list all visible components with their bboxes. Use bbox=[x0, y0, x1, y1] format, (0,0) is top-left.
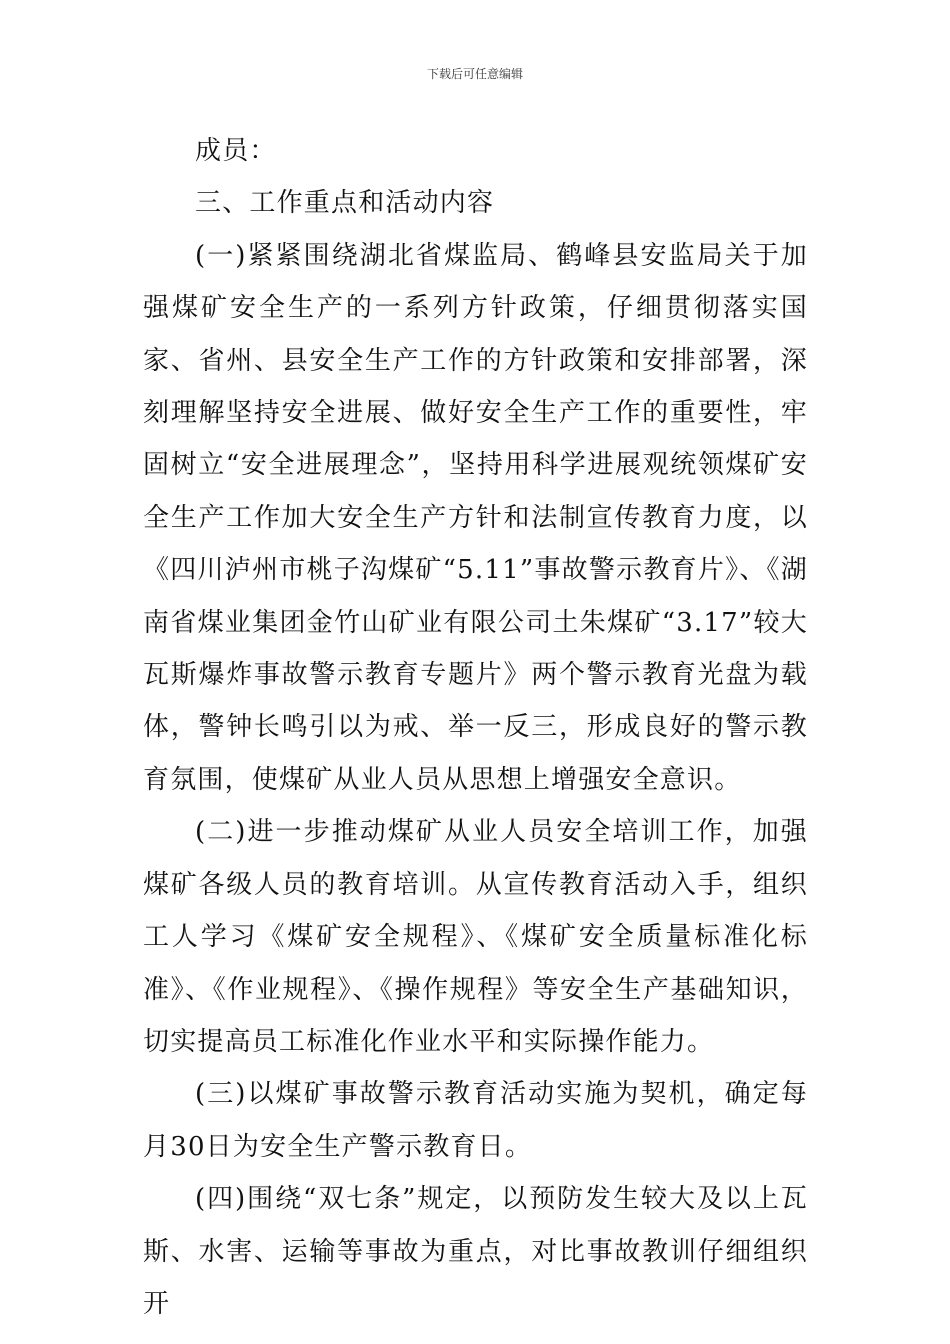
paragraph-item-2: (二)进一步推动煤矿从业人员安全培训工作，加强煤矿各级人员的教育培训。从宣传教育活动入手，组织工人学习《煤矿安全规程》、《煤矿安全质量标准化标准》、《作业规程》、《操作规程》等安全生产基础知识，切实提高员工标准化作业水平和实际操作能力。 bbox=[143, 817, 808, 1057]
paragraph-item-3: (三)以煤矿事故警示教育活动实施为契机，确定每月30日为安全生产警示教育日。 bbox=[143, 1079, 808, 1162]
paragraph-item-4: (四)围绕“双七条”规定，以预防发生较大及以上瓦斯、水害、运输等事故为重点，对比事故教训仔细组织开 bbox=[143, 1184, 808, 1319]
paragraph-members: 成员： bbox=[195, 136, 277, 166]
section-heading: 三、工作重点和活动内容 bbox=[195, 188, 495, 219]
document-body bbox=[143, 125, 808, 1330]
page-header: 下载后可任意编辑 bbox=[426, 67, 523, 81]
paragraph-item-1: (一)紧紧围绕湖北省煤监局、鹤峰县安监局关于加强煤矿安全生产的一系列方针政策，仔细贯彻落实国家、省州、县安全生产工作的方针政策和安排部署，深刻理解坚持安全进展、做好安全生产工作的重要性，牢固树立“安全进展理念”，坚持用科学进展观统领煤矿安全生产工作加大安全生产方针和法制宣传教育力度，以《四川泸州市桃子沟煤矿“5.11”事故警示教育片》、《湖南省煤业集团金竹山矿业有限公司土朱煤矿“3.17”较大瓦斯爆炸事故警示教育专题片》两个警示教育光盘为载体，警钟长鸣引以为戒、举一反三，形成良好的警示教育氛围，使煤矿从业人员从思想上增强安全意识。 bbox=[143, 240, 808, 795]
